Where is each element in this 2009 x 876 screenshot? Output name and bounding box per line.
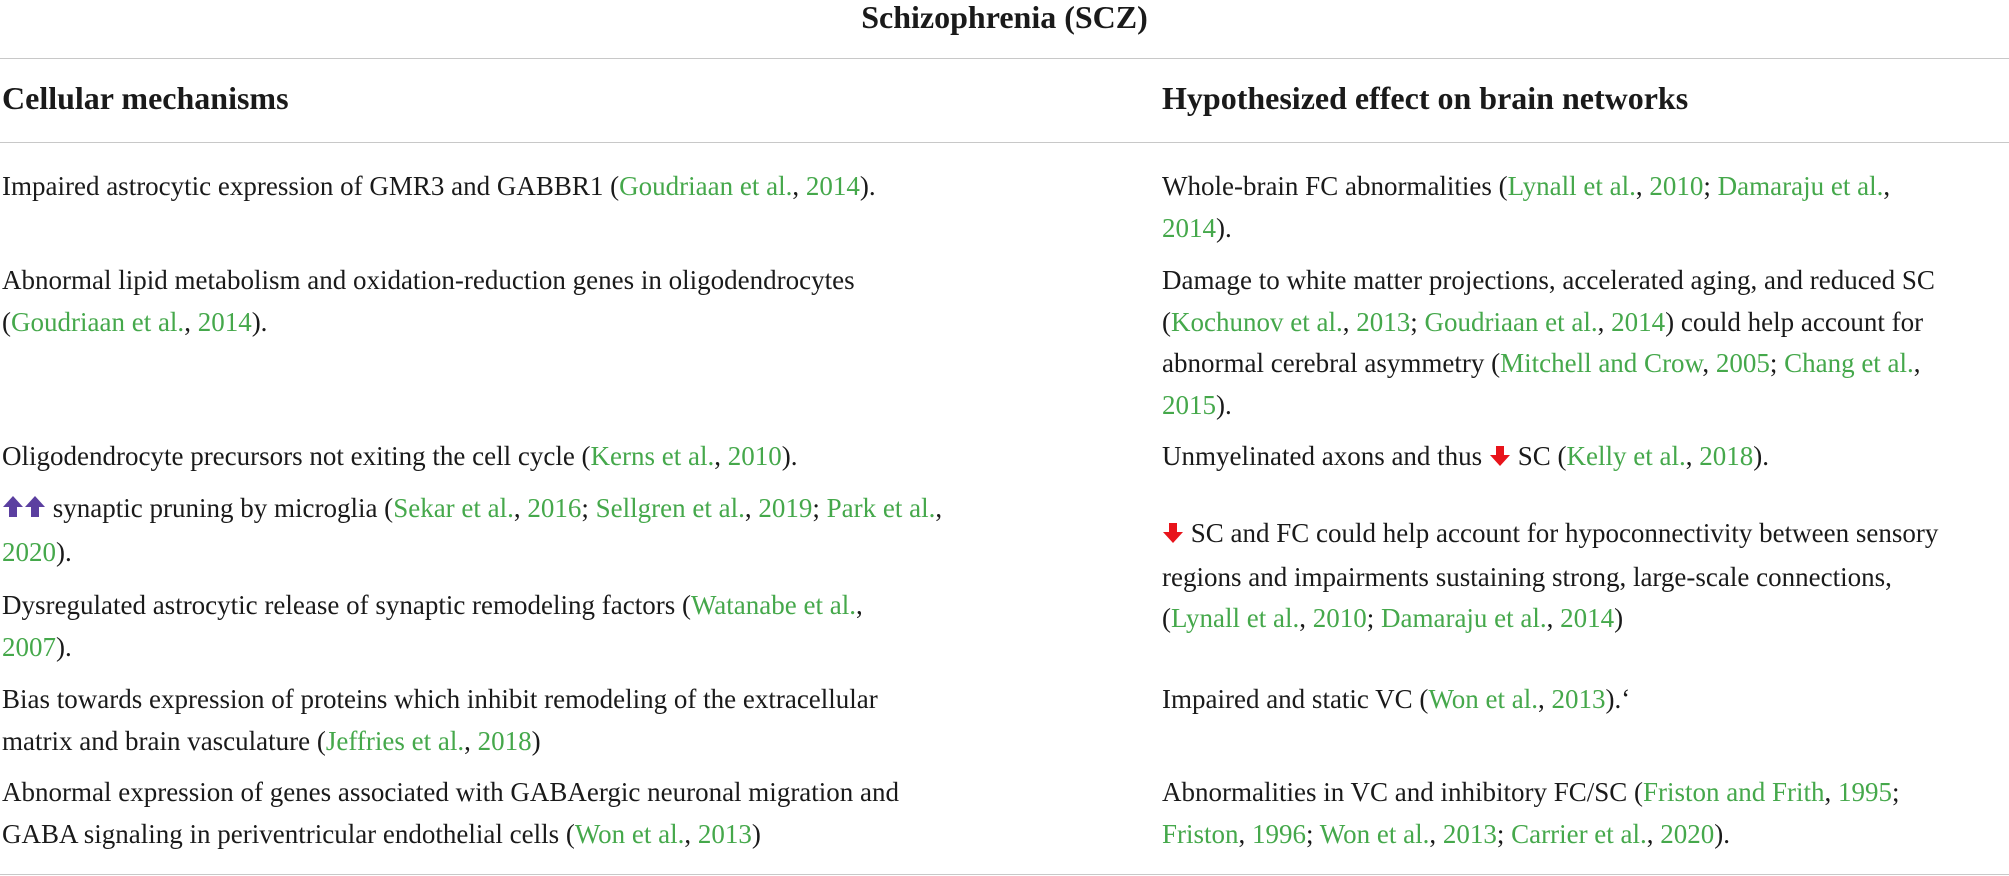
citation-year-link[interactable]: 2018 xyxy=(477,725,532,756)
citation-link[interactable]: Won et al. xyxy=(574,818,685,849)
citation-year-link[interactable]: 2014 xyxy=(805,171,860,201)
citation-year-link[interactable]: 2010 xyxy=(1312,603,1367,633)
mechanism-row-6: Bias towards expression of proteins which inhibit remodeling of the extracellular matrix and brain vasculature (Jeffries et al., 2018) xyxy=(2,684,878,756)
citation-link[interactable]: Chang et al. xyxy=(1784,348,1914,378)
title-rule xyxy=(0,58,2009,59)
citation-link[interactable]: Mitchell and Crow xyxy=(1500,348,1703,378)
citation-link[interactable]: Friston xyxy=(1162,818,1239,849)
citation-link[interactable]: Goudriaan et al. xyxy=(11,306,185,337)
citation-year-link[interactable]: 2019 xyxy=(758,493,813,523)
citation-year-link[interactable]: 2014 xyxy=(1162,212,1216,243)
citation-year-link[interactable]: 1996 xyxy=(1252,818,1307,849)
effect-row-2: Damage to white matter projections, accelerated aging, and reduced SC (Kochunov et al., 2013; Goudriaan et al., 2014) could help account for abnormal cerebral asymmetry (Mitchell and Crow, 2005; Chang et al., 2015). xyxy=(1162,265,1935,420)
column-header-effects: Hypothesized effect on brain networks xyxy=(1162,80,1689,116)
citation-year-link[interactable]: 2010 xyxy=(1649,171,1704,201)
citation-year-link[interactable]: 2015 xyxy=(1162,389,1216,420)
mechanism-row-7: Abnormal expression of genes associated with GABAergic neuronal migration and GABA signaling in periventricular endothelial cells (Won et al., 2013) xyxy=(2,777,900,849)
double-up-arrow-icon xyxy=(2,490,46,532)
bottom-rule xyxy=(0,874,2009,875)
citation-year-link[interactable]: 2007 xyxy=(2,631,56,662)
citation-year-link[interactable]: 2013 xyxy=(1356,306,1411,337)
mechanism-row-1: Impaired astrocytic expression of GMR3 and GABBR1 (Goudriaan et al., 2014). xyxy=(2,171,876,201)
citation-year-link[interactable]: 2020 xyxy=(1660,818,1715,849)
citation-link[interactable]: Damaraju et al. xyxy=(1717,171,1884,201)
header-rule xyxy=(0,142,2009,143)
citation-link[interactable]: Kelly et al. xyxy=(1566,441,1686,471)
citation-year-link[interactable]: 2014 xyxy=(1611,306,1666,337)
citation-link[interactable]: Sekar et al. xyxy=(393,493,514,523)
citation-link[interactable]: Sellgren et al. xyxy=(595,493,745,523)
effect-row-6: Abnormalities in VC and inhibitory FC/SC (Friston and Frith, 1995; Friston, 1996; Won et al., 2013; Carrier et al., 2020). xyxy=(1162,777,1900,849)
effect-row-5: Impaired and static VC (Won et al., 2013).‘ xyxy=(1162,684,1631,714)
mechanism-row-3: Oligodendrocyte precursors not exiting the cell cycle (Kerns et al., 2010). xyxy=(2,441,798,471)
citation-link[interactable]: Watanabe et al. xyxy=(690,590,856,620)
table-title: Schizophrenia (SCZ) xyxy=(861,0,1148,35)
citation-link[interactable]: Park et al. xyxy=(826,493,936,523)
effect-row-3: Unmyelinated axons and thus SC (Kelly et al., 2018). xyxy=(1162,436,1769,480)
citation-year-link[interactable]: 2014 xyxy=(1560,603,1615,633)
mechanism-row-5: Dysregulated astrocytic release of synaptic remodeling factors (Watanabe et al., 2007). xyxy=(2,590,863,662)
citation-link[interactable]: Damaraju et al. xyxy=(1380,603,1547,633)
column-header-mechanisms: Cellular mechanisms xyxy=(2,80,289,116)
citation-year-link[interactable]: 1995 xyxy=(1838,777,1893,807)
citation-year-link[interactable]: 2016 xyxy=(527,493,582,523)
citation-link[interactable]: Won et al. xyxy=(1319,818,1430,849)
citation-link[interactable]: Won et al. xyxy=(1428,684,1538,714)
down-arrow-icon xyxy=(1489,438,1511,480)
citation-year-link[interactable]: 2013 xyxy=(1442,818,1497,849)
citation-link[interactable]: Kerns et al. xyxy=(590,441,715,471)
down-arrow-icon xyxy=(1162,515,1184,557)
mechanism-row-2: Abnormal lipid metabolism and oxidation-reduction genes in oligodendrocytes (Goudriaan et al., 2014). xyxy=(2,265,855,337)
citation-year-link[interactable]: 2013 xyxy=(1551,684,1606,714)
citation-link[interactable]: Jeffries et al. xyxy=(325,725,465,756)
citation-link[interactable]: Lynall et al. xyxy=(1171,603,1300,633)
citation-link[interactable]: Kochunov et al. xyxy=(1171,306,1343,337)
effect-row-4: SC and FC could help account for hypoconnectivity between sensory regions and impairments sustaining strong, large-scale connections, (Lynall et al., 2010; Damaraju et al., 2014) xyxy=(1162,513,1938,640)
citation-link[interactable]: Lynall et al. xyxy=(1507,171,1636,201)
citation-link[interactable]: Goudriaan et al. xyxy=(1424,306,1598,337)
mechanism-row-4: synaptic pruning by microglia (Sekar et al., 2016; Sellgren et al., 2019; Park et al., 2020). xyxy=(2,488,942,573)
citation-link[interactable]: Carrier et al. xyxy=(1511,818,1647,849)
citation-year-link[interactable]: 2005 xyxy=(1715,348,1770,378)
citation-link[interactable]: Friston and Frith xyxy=(1643,777,1825,807)
citation-year-link[interactable]: 2018 xyxy=(1699,441,1754,471)
citation-link[interactable]: Goudriaan et al. xyxy=(619,171,793,201)
citation-year-link[interactable]: 2014 xyxy=(197,306,252,337)
citation-year-link[interactable]: 2010 xyxy=(727,441,782,471)
citation-year-link[interactable]: 2020 xyxy=(2,536,56,567)
citation-year-link[interactable]: 2013 xyxy=(697,818,752,849)
effect-row-1: Whole-brain FC abnormalities (Lynall et al., 2010; Damaraju et al., 2014). xyxy=(1162,171,1891,243)
